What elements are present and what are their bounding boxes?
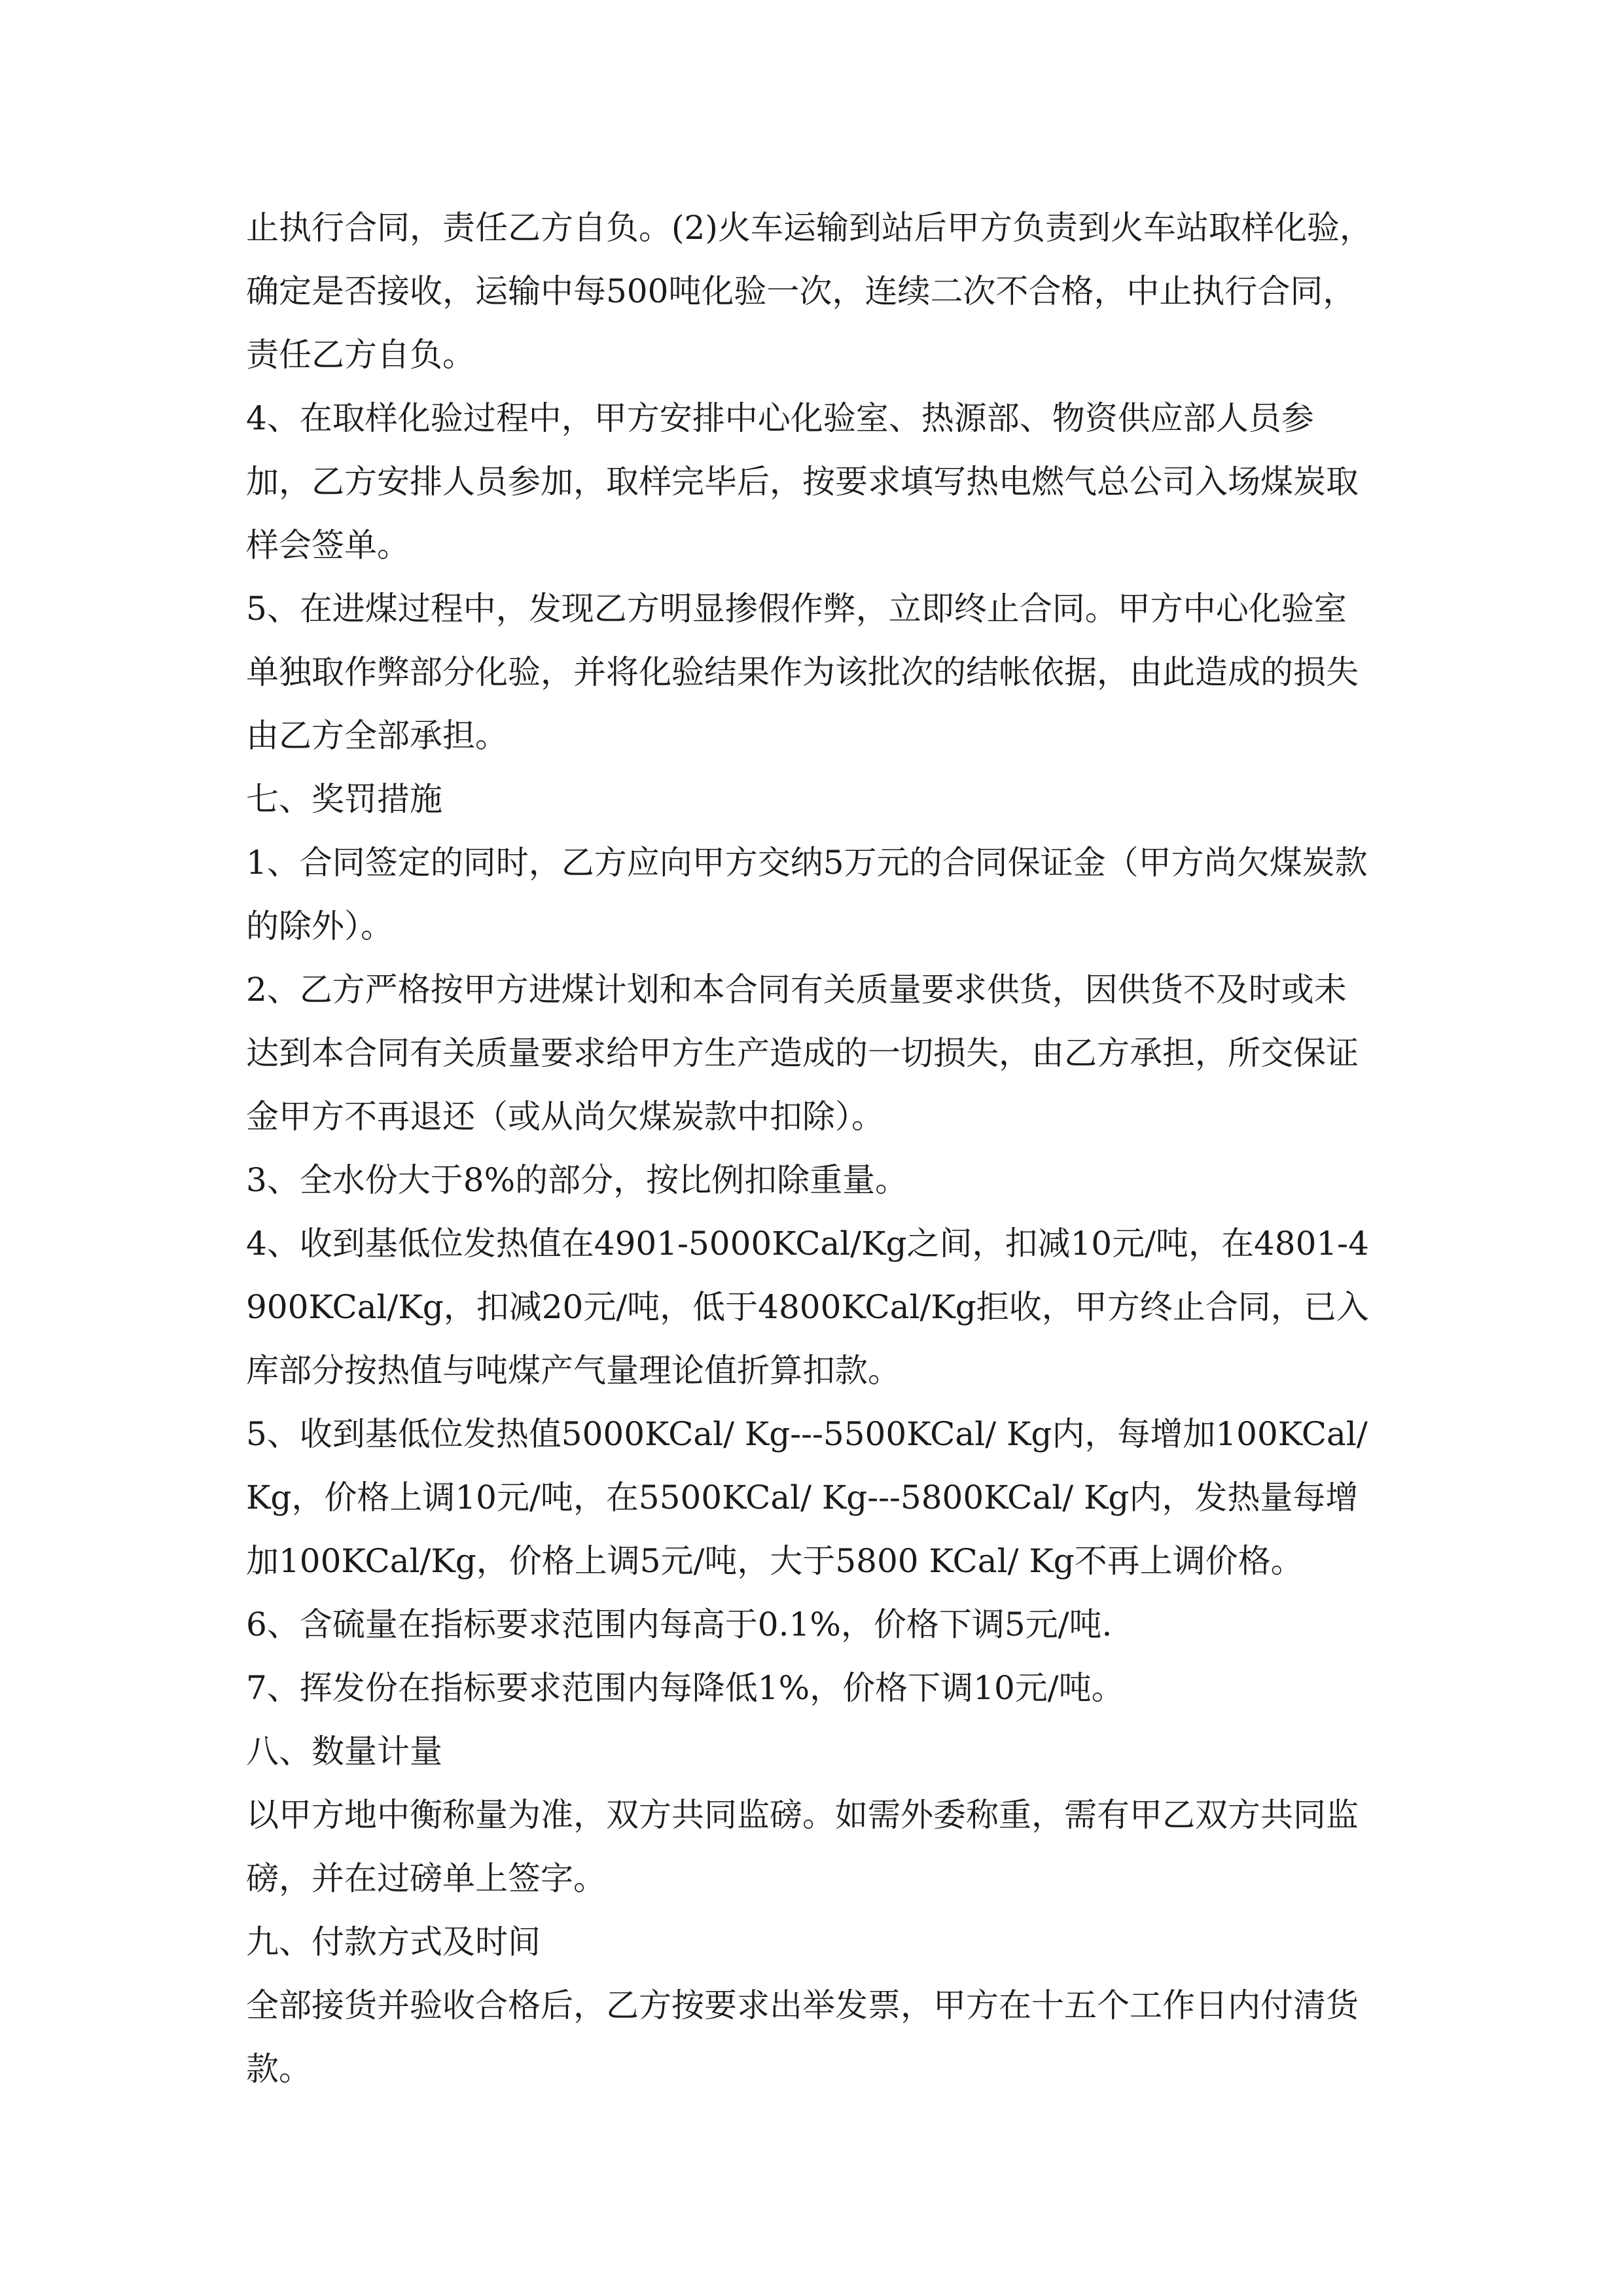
paragraph-payment-terms: 全部接货并验收合格后，乙方按要求出举发票，甲方在十五个工作日内付清货款。 [246,1986,1359,2088]
paragraph-calorific-deduction: 4、收到基低位发热值在4901-5000KCal/Kg之间，扣减10元/吨，在4801-4900KCal/Kg，扣减20元/吨，低于4800KCal/Kg拒收，甲方终止合同，已入库部分按热值与吨煤产气量理论值折算扣款。 [246,1225,1369,1390]
paragraph-supply-quality: 2、乙方严格按甲方进煤计划和本合同有关质量要求供货，因供货不及时或未达到本合同有关质量要求给甲方生产造成的一切损失，由乙方承担，所交保证金甲方不再退还（或从尚欠煤炭款中扣除）。 [246,971,1359,1136]
paragraph-sulfur: 6、含硫量在指标要求范围内每高于0.1%，价格下调5元/吨. [246,1605,1113,1643]
paragraph-contract-termination: 止执行合同，责任乙方自负。(2)火车运输到站后甲方负责到火车站取样化验，确定是否接收，运输中每500吨化验一次，连续二次不合格，中止执行合同，责任乙方自负。 [246,209,1372,374]
paragraph-deposit: 1、合同签定的同时，乙方应向甲方交纳5万元的合同保证金（甲方尚欠煤炭款的除外）。 [246,844,1368,945]
paragraph-fraud-clause: 5、在进煤过程中，发现乙方明显掺假作弊，立即终止合同。甲方中心化验室单独取作弊部分化验，并将化验结果作为该批次的结帐依据，由此造成的损失由乙方全部承担。 [246,590,1359,755]
paragraph-calorific-bonus: 5、收到基低位发热值5000KCal/ Kg---5500KCal/ Kg内，每增加100KCal/Kg，价格上调10元/吨，在5500KCal/ Kg---5800KCal/ Kg内，发热量每增加100KCal/Kg，价格上调5元/吨，大于5800 KCal/ Kg不再上调价格。 [246,1415,1368,1580]
section-heading-quantity: 八、数量计量 [246,1732,442,1770]
paragraph-moisture: 3、全水份大于8%的部分，按比例扣除重量。 [246,1161,908,1199]
section-heading-rewards-penalties: 七、奖罚措施 [246,780,442,818]
document-body [246,196,1378,2101]
paragraph-weighing: 以甲方地中衡称量为准，双方共同监磅。如需外委称重，需有甲乙双方共同监磅，并在过磅单上签字。 [246,1796,1359,1897]
paragraph-volatile: 7、挥发份在指标要求范围内每降低1%，价格下调10元/吨。 [246,1669,1124,1707]
paragraph-sampling-procedure: 4、在取样化验过程中，甲方安排中心化验室、热源部、物资供应部人员参加，乙方安排人员参加，取样完毕后，按要求填写热电燃气总公司入场煤炭取样会签单。 [246,399,1359,564]
section-heading-payment: 九、付款方式及时间 [246,1923,541,1961]
